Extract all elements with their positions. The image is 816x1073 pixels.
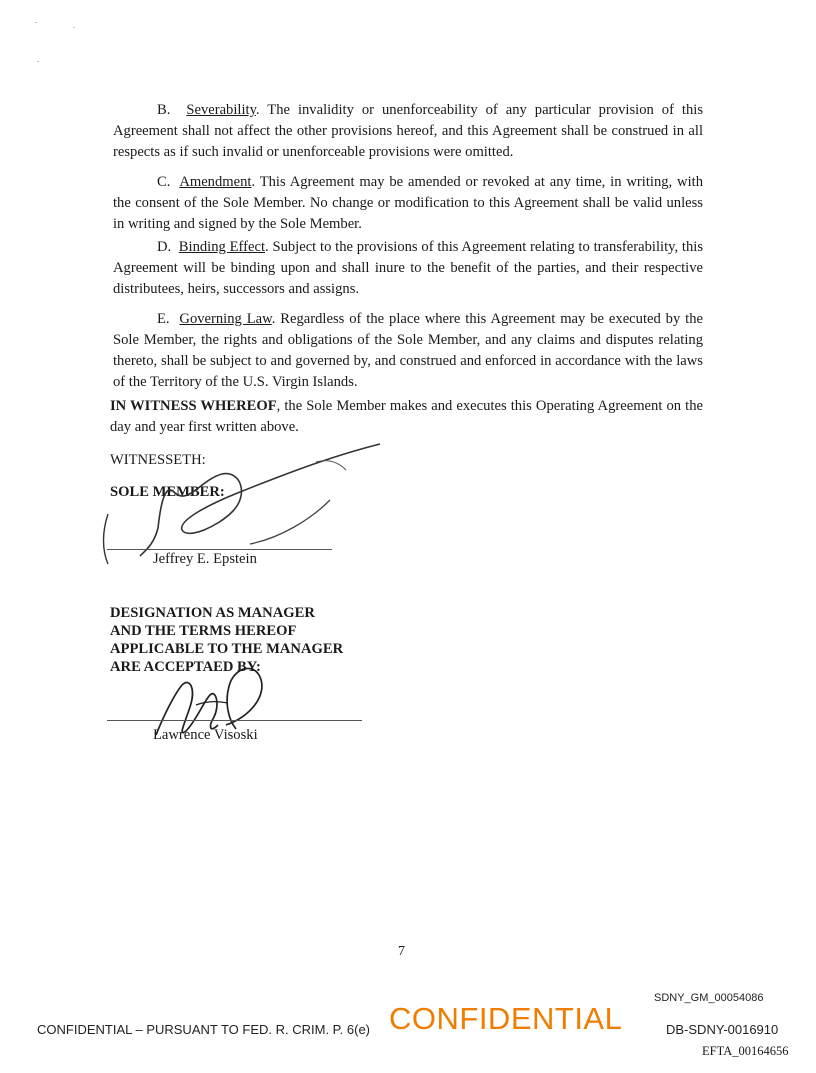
efta-number: EFTA_00164656 [702, 1044, 789, 1058]
scan-speck [73, 27, 75, 28]
amendment-paragraph [113, 172, 703, 235]
page-number: 7 [398, 944, 405, 959]
section-letter: E. [157, 311, 170, 327]
bates-gm: SDNY_GM_00054086 [654, 992, 764, 1004]
section-body: . This Agreement may be amended or revoked at any time, in writing, with the consent of the Sole Member. No change or modification to this Agreement shall be valid unless in writing and signed by the Sole Member. [113, 174, 704, 232]
section-heading: Amendment [179, 174, 252, 190]
section-heading: Governing Law [179, 311, 272, 327]
scan-speck [37, 61, 39, 62]
confidential-stamp: CONFIDENTIAL [389, 1001, 623, 1036]
section-letter: D. [157, 239, 172, 255]
scan-speck [35, 22, 37, 23]
governing-law-paragraph [113, 309, 703, 393]
sole-member-signature-line [107, 549, 332, 550]
manager-name: Lawrence Visoski [153, 727, 258, 743]
binding-effect-paragraph [113, 237, 703, 300]
section-letter: C. [157, 174, 171, 190]
designation-line: APPLICABLE TO THE MANAGER [110, 641, 344, 657]
section-body: . Regardless of the place where this Agreement may be executed by the Sole Member, the rights and obligations of the Sole Member, and any claims and disputes relating thereto, shall be subject to and governed by, and construed and enforced in accordance with the laws of the Territory of the U.S. Virgin Islands. [113, 311, 704, 390]
bates-db: DB-SDNY-0016910 [666, 1022, 779, 1037]
severability-paragraph [113, 100, 703, 163]
section-heading: Severability [186, 102, 256, 118]
sole-member-name: Jeffrey E. Epstein [153, 551, 257, 567]
in-witness-heading: IN WITNESS WHEREOF [110, 398, 277, 414]
section-heading: Binding Effect [178, 239, 266, 255]
designation-line: ARE ACCEPTAED BY: [110, 659, 261, 675]
section-body: . The invalidity or unenforceability of any particular provision of this Agreement shall not affect the other provisions hereof, and this Agreement shall be construed in all respects as if such invalid or unenforceable provisions were omitted. [113, 102, 703, 160]
section-letter: B. [157, 102, 171, 118]
section-body: . Subject to the provisions of this Agreement relating to transferability, this Agreement will be binding upon and shall inure to the benefit of the parties, and their respective distributees, heirs, successors and assigns. [113, 239, 704, 297]
sole-member-label: SOLE MEMBER: [110, 484, 225, 500]
in-witness-paragraph [110, 396, 703, 438]
in-witness-body: , the Sole Member makes and executes this Operating Agreement on the day and year first written above. [110, 398, 704, 435]
witnesseth-label: WITNESSETH: [110, 452, 206, 468]
confidential-notice: CONFIDENTIAL – PURSUANT TO FED. R. CRIM. P. 6(e) [37, 1022, 371, 1037]
manager-signature-line [107, 720, 362, 721]
designation-line: DESIGNATION AS MANAGER [110, 605, 315, 621]
designation-line: AND THE TERMS HEREOF [110, 623, 297, 639]
